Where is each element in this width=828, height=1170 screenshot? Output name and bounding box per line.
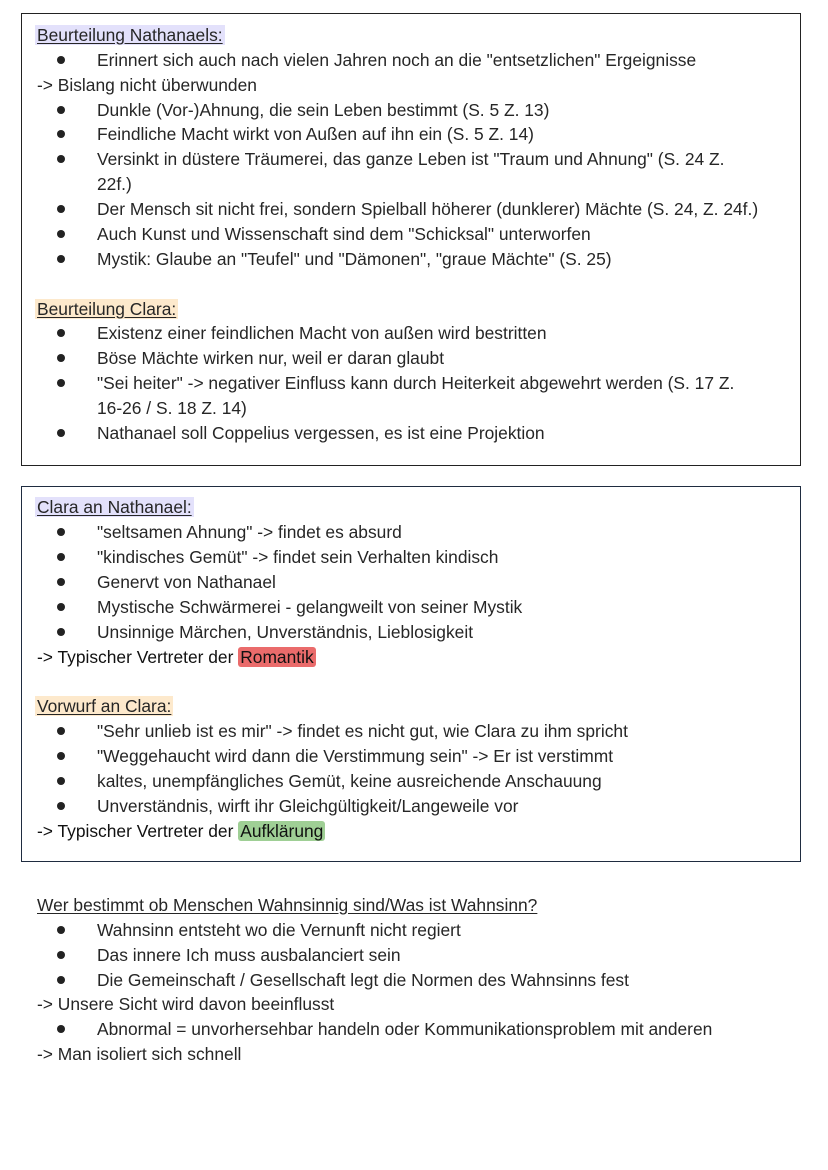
list-item: Existenz einer feindlichen Macht von außen wird bestritten	[97, 323, 547, 343]
list-item: Genervt von Nathanael	[97, 572, 276, 592]
bullet-icon	[57, 802, 65, 810]
list-item: kaltes, unempfängliches Gemüt, keine ausreichende Anschauung	[97, 771, 602, 791]
bullet-icon	[57, 130, 65, 138]
bullet-icon	[57, 106, 65, 114]
bullet-icon	[57, 528, 65, 536]
bullet-icon	[57, 56, 65, 64]
list-item: Versinkt in düstere Träumerei, das ganze Leben ist "Traum und Ahnung" (S. 24 Z.	[97, 149, 725, 169]
bullet-icon	[57, 777, 65, 785]
conclusion-aufklaerung: -> Typischer Vertreter der Aufklärung	[37, 821, 324, 841]
conclusion-romantik: -> Typischer Vertreter der Romantik	[37, 647, 314, 667]
list-item: Feindliche Macht wirkt von Außen auf ihn ein (S. 5 Z. 14)	[97, 124, 534, 144]
list-item: Böse Mächte wirken nur, weil er daran glaubt	[97, 348, 445, 368]
bullet-icon	[57, 429, 65, 437]
list-item: Mystik: Glaube an "Teufel" und "Dämonen", "graue Mächte" (S. 25)	[97, 249, 612, 269]
bullet-icon	[57, 603, 65, 611]
list-item: Der Mensch sit nicht frei, sondern Spielball höherer (dunklerer) Mächte (S. 24, Z. 24f.)	[97, 199, 759, 219]
list-item: "seltsamen Ahnung" -> findet es absurd	[97, 522, 402, 542]
list-item: "kindisches Gemüt" -> findet sein Verhalten kindisch	[97, 547, 499, 567]
heading-beurteilung-clara: Beurteilung Clara:	[37, 299, 177, 319]
highlight-romantik: Romantik	[240, 647, 314, 667]
bullet-icon	[57, 230, 65, 238]
bullet-icon	[57, 926, 65, 934]
bullet-icon	[57, 329, 65, 337]
list-item: Mystische Schwärmerei - gelangweilt von seiner Mystik	[97, 597, 523, 617]
list-item: Abnormal = unvorhersehbar handeln oder Kommunikationsproblem mit anderen	[97, 1019, 713, 1039]
bullet-icon	[57, 727, 65, 735]
arrow-note: -> Unsere Sicht wird davon beeinflusst	[37, 994, 335, 1014]
bullet-icon	[57, 951, 65, 959]
bullet-icon	[57, 553, 65, 561]
bullet-icon	[57, 155, 65, 163]
bullet-icon	[57, 255, 65, 263]
bullet-icon	[57, 205, 65, 213]
highlight-aufklaerung: Aufklärung	[240, 821, 324, 841]
list-item: Unverständnis, wirft ihr Gleichgültigkeit/Langeweile vor	[97, 796, 519, 816]
bullet-icon	[57, 752, 65, 760]
list-item: "Weggehaucht wird dann die Verstimmung sein" -> Er ist verstimmt	[97, 746, 614, 766]
list-item: Wahnsinn entsteht wo die Vernunft nicht regiert	[97, 920, 461, 940]
list-item: Auch Kunst und Wissenschaft sind dem "Schicksal" unterworfen	[97, 224, 591, 244]
list-item: "Sehr unlieb ist es mir" -> findet es nicht gut, wie Clara zu ihm spricht	[97, 721, 628, 741]
heading-clara-an-nathanael: Clara an Nathanael:	[37, 497, 192, 517]
list-item: Unsinnige Märchen, Unverständnis, Lieblosigkeit	[97, 622, 474, 642]
list-item: Das innere Ich muss ausbalanciert sein	[97, 945, 401, 965]
heading-beurteilung-nathanael: Beurteilung Nathanaels:	[37, 25, 223, 45]
arrow-note: -> Bislang nicht überwunden	[37, 75, 257, 95]
bullet-icon	[57, 354, 65, 362]
list-item: "Sei heiter" -> negativer Einfluss kann durch Heiterkeit abgewehrt werden (S. 17 Z.	[97, 373, 735, 393]
arrow-note: -> Man isoliert sich schnell	[37, 1044, 242, 1064]
bullet-icon	[57, 1025, 65, 1033]
bullet-icon	[57, 379, 65, 387]
list-item: Nathanael soll Coppelius vergessen, es ist eine Projektion	[97, 423, 545, 443]
list-item: Die Gemeinschaft / Gesellschaft legt die Normen des Wahnsinns fest	[97, 970, 629, 990]
heading-wahnsinn: Wer bestimmt ob Menschen Wahnsinnig sind/Was ist Wahnsinn?	[37, 895, 538, 915]
bullet-icon	[57, 628, 65, 636]
list-item-continuation: 16-26 / S. 18 Z. 14)	[97, 398, 247, 418]
bullet-icon	[57, 578, 65, 586]
list-item: Dunkle (Vor-)Ahnung, die sein Leben bestimmt (S. 5 Z. 13)	[97, 100, 550, 120]
heading-vorwurf-an-clara: Vorwurf an Clara:	[37, 696, 172, 716]
bullet-icon	[57, 976, 65, 984]
list-item-continuation: 22f.)	[97, 174, 132, 194]
list-item: Erinnert sich auch nach vielen Jahren noch an die "entsetzlichen" Ergeignisse	[97, 50, 697, 70]
